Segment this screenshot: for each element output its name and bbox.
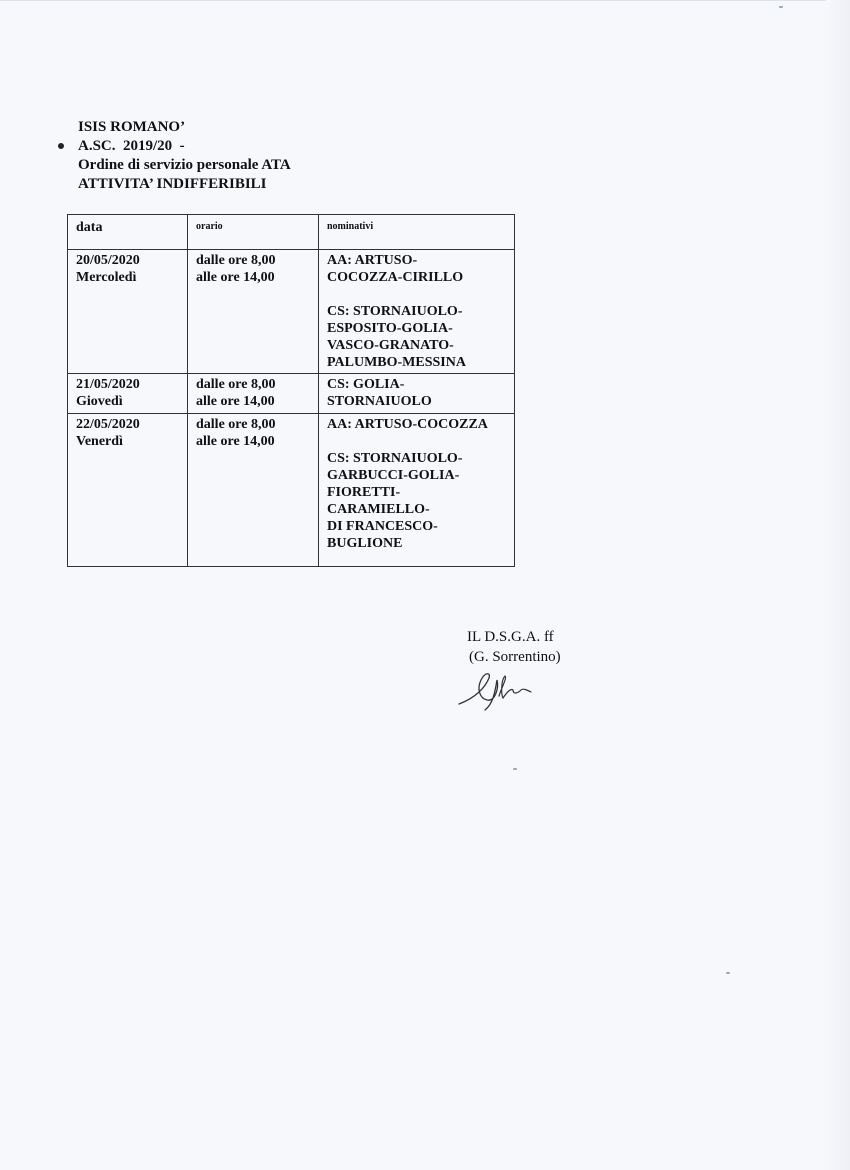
cell-names: AA: ARTUSO- COCOZZA-CIRILLO CS: STORNAIUOLO- ESPOSITO-GOLIA- VASCO-GRANATO- PALUMBO-MESSINA — [319, 250, 515, 374]
bullet-mark — [58, 143, 64, 149]
table-header-row — [68, 215, 515, 250]
document-title: Ordine di servizio personale ATA — [78, 157, 291, 173]
handwritten-signature — [455, 668, 545, 713]
document-subtitle: ATTIVITA’ INDIFFERIBILI — [78, 176, 267, 192]
scan-border — [0, 0, 850, 1]
table-row — [68, 414, 515, 567]
column-header-data: data — [68, 215, 188, 250]
cell-date: 20/05/2020 Mercoledì — [68, 250, 188, 374]
column-header-orario: orario — [188, 215, 319, 250]
table-row — [68, 374, 515, 414]
signature-block — [467, 627, 561, 667]
cell-names: AA: ARTUSO-COCOZZA CS: STORNAIUOLO- GARBUCCI-GOLIA- FIORETTI- CARAMIELLO- DI FRANCESCO- BUGLIONE — [319, 414, 515, 567]
document-header — [78, 118, 291, 194]
signatory-name: (G. Sorrentino) — [469, 649, 561, 665]
cell-names: CS: GOLIA- STORNAIUOLO — [319, 374, 515, 414]
cell-time: dalle ore 8,00 alle ore 14,00 — [188, 250, 319, 374]
table-row — [68, 250, 515, 374]
schedule-table — [67, 214, 515, 567]
scan-speck — [779, 6, 783, 8]
scan-edge — [826, 0, 850, 1170]
cell-time: dalle ore 8,00 alle ore 14,00 — [188, 414, 319, 567]
scan-speck — [726, 972, 730, 974]
cell-date: 21/05/2020 Giovedì — [68, 374, 188, 414]
school-year: A.SC. 2019/20 - — [78, 138, 185, 154]
signatory-role: IL D.S.G.A. ff — [467, 629, 554, 645]
column-header-nominativi: nominativi — [319, 215, 515, 250]
scan-speck — [513, 768, 517, 770]
school-name: ISIS ROMANO’ — [78, 119, 186, 135]
cell-time: dalle ore 8,00 alle ore 14,00 — [188, 374, 319, 414]
cell-date: 22/05/2020 Venerdì — [68, 414, 188, 567]
